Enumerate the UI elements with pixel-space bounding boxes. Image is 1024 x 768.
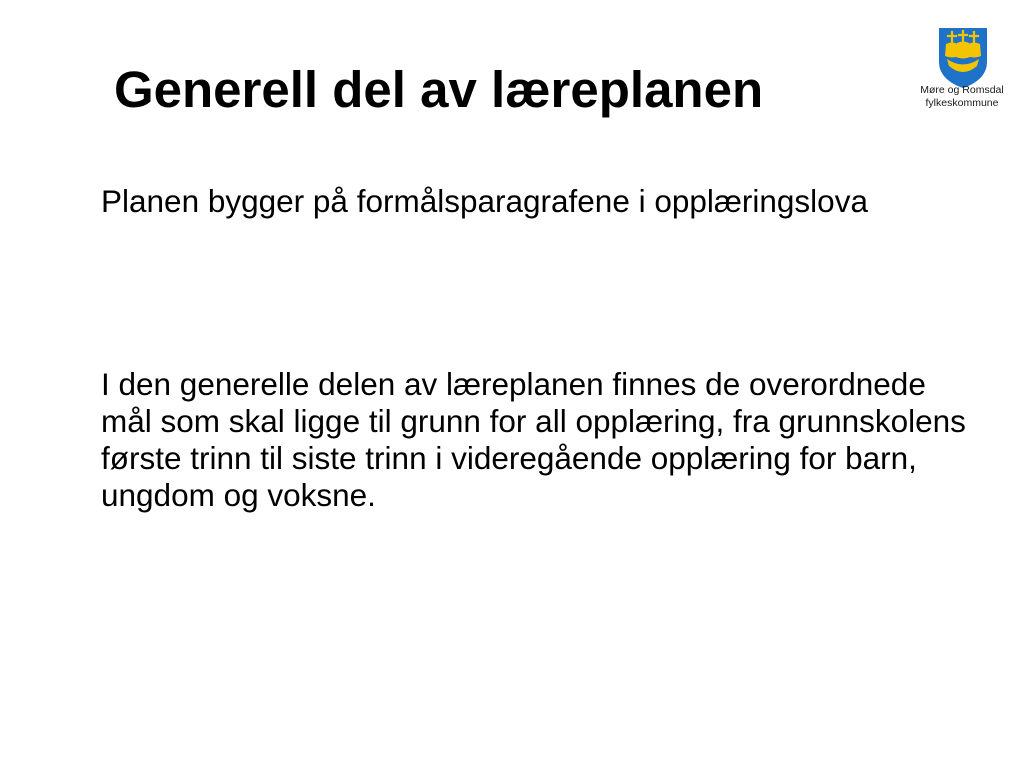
county-name-line-1: Møre og Romsdal xyxy=(920,84,1004,96)
body-paragraph-2: I den generelle delen av læreplanen finnes de overordnede mål som skal ligge til grunn for all opplæring, fra grunnskolens første trinn til siste trinn i videregående opplæring for barn, ungdom og voksne. xyxy=(101,366,966,513)
county-logo xyxy=(912,26,1012,126)
county-name-line-2: fylkeskommune xyxy=(925,96,999,109)
slide-title: Generell del av læreplanen xyxy=(114,61,764,118)
county-logo-text xyxy=(912,84,1012,109)
county-coat-of-arms-icon xyxy=(937,26,989,90)
body-paragraph-1: Planen bygger på formålsparagrafene i opplæringslova xyxy=(101,183,868,219)
